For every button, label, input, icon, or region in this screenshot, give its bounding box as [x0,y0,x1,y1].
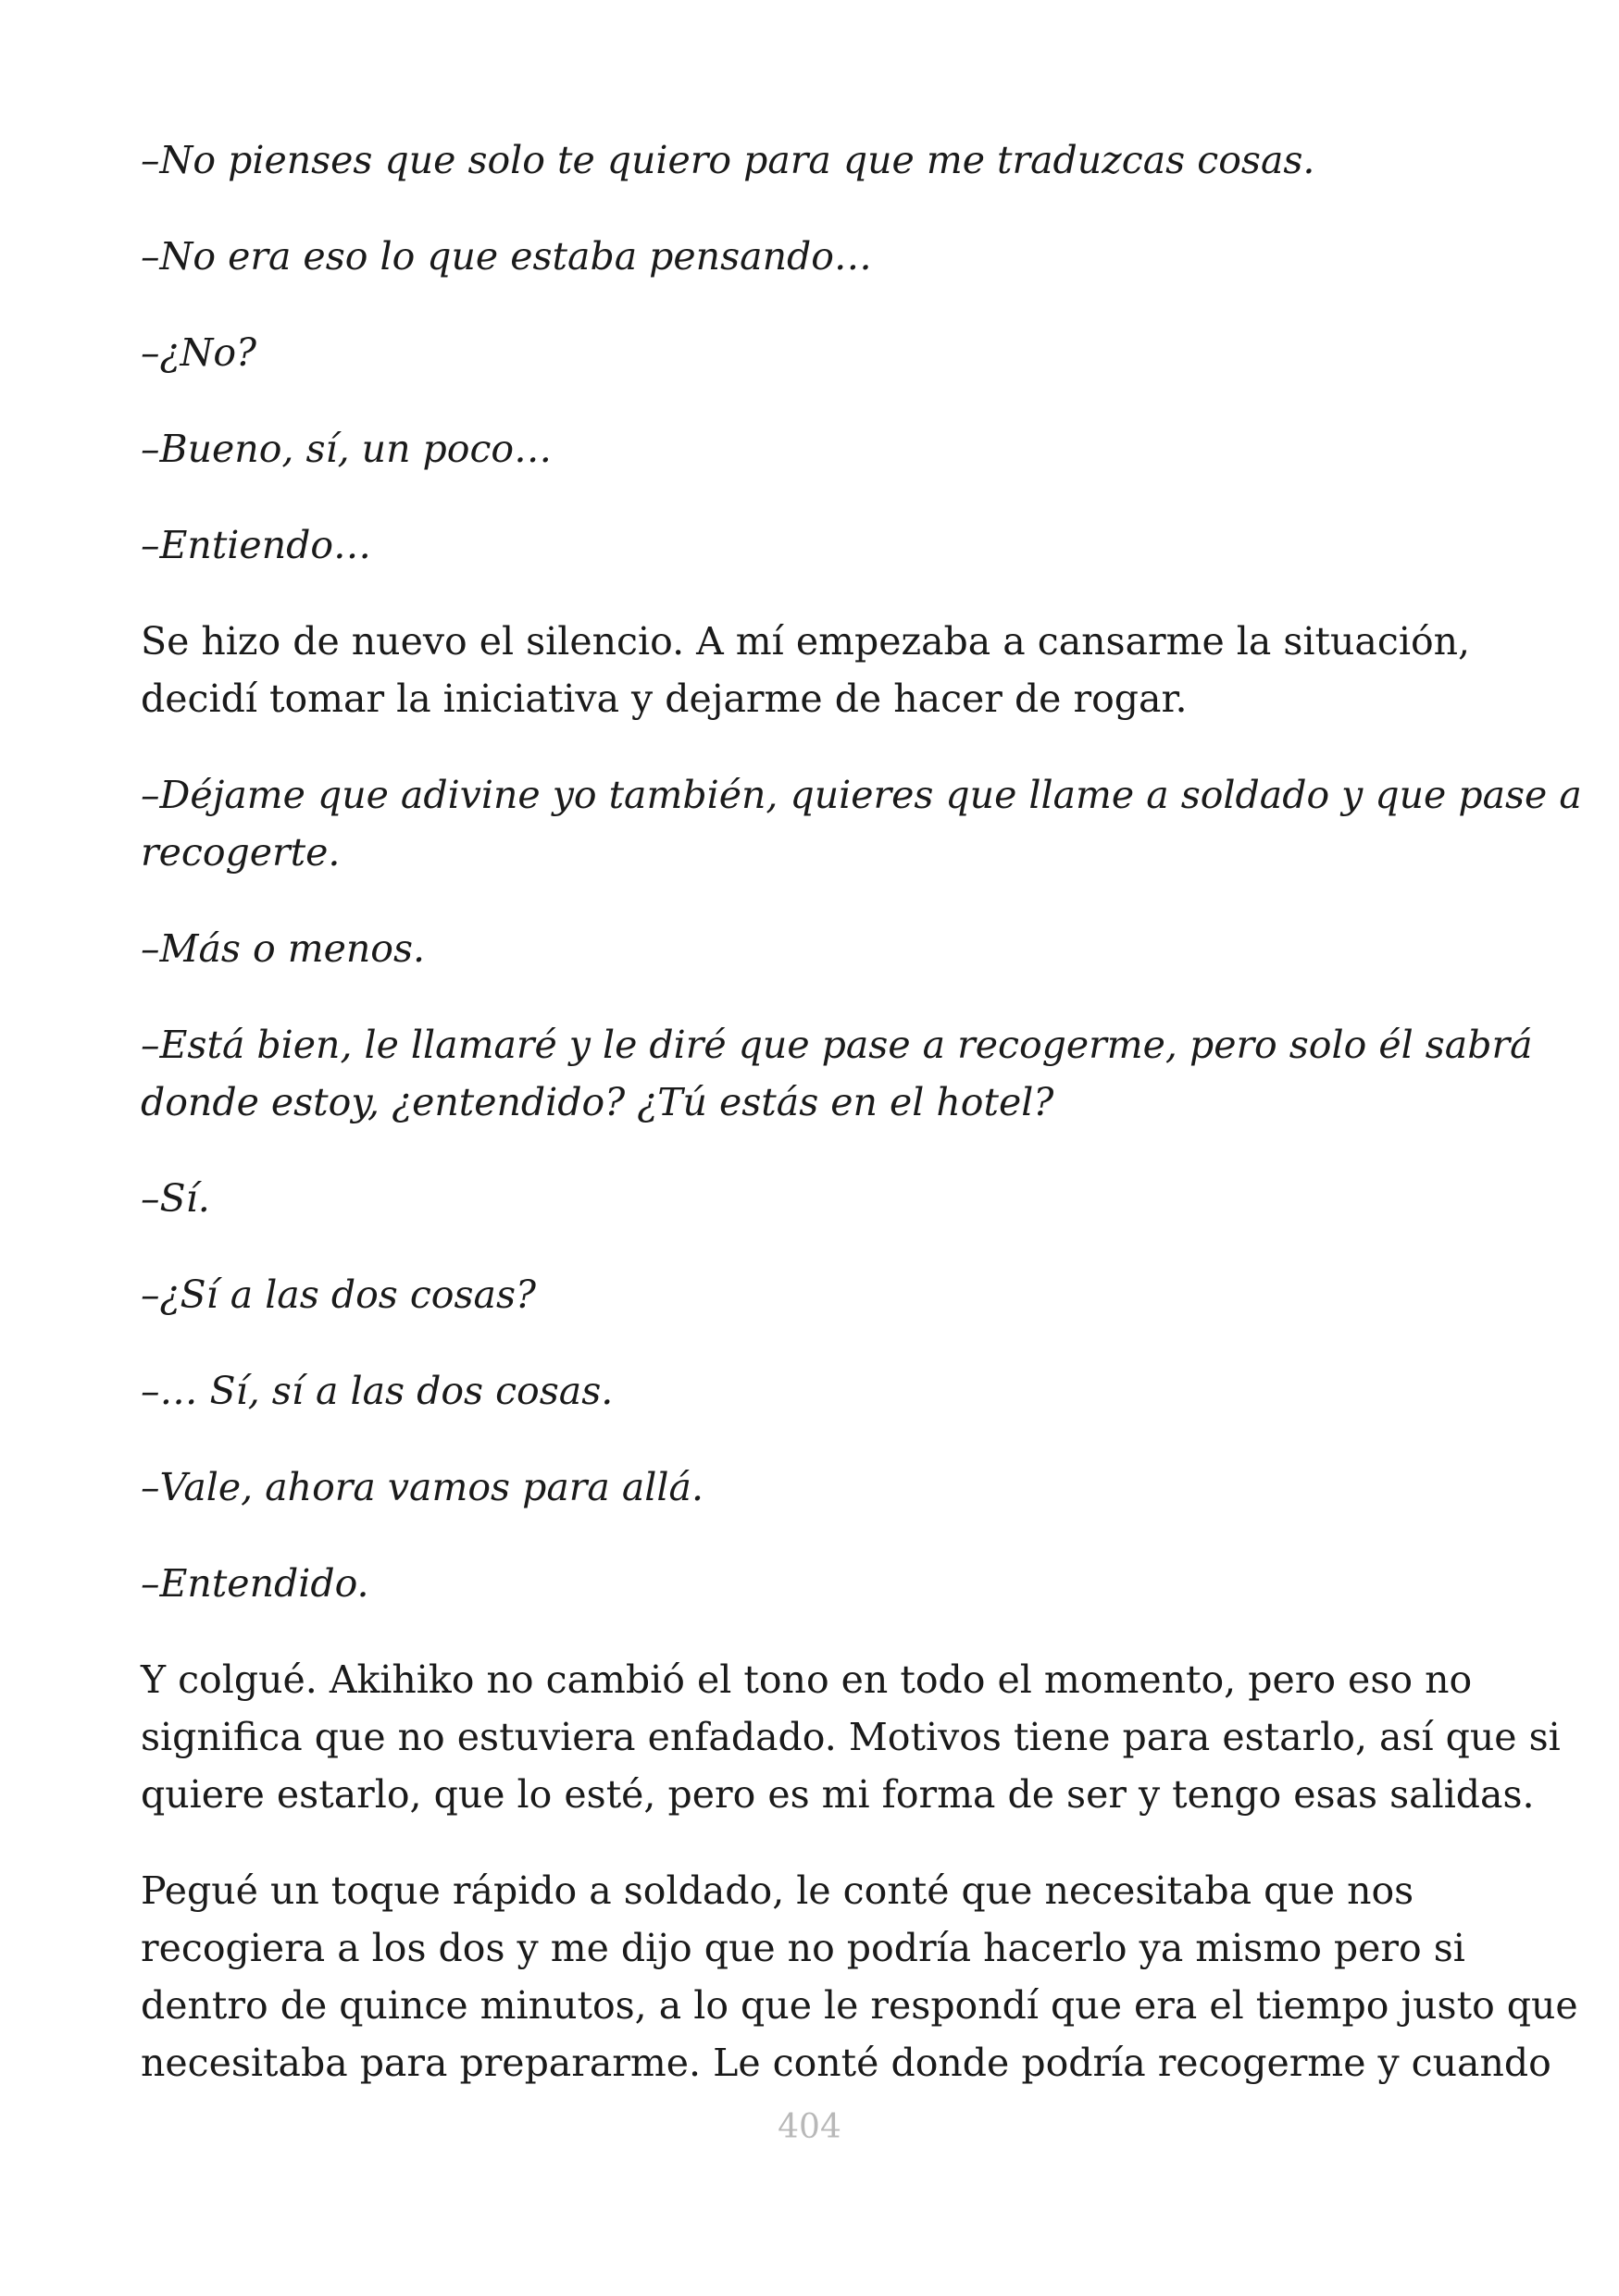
text-line: –Vale, ahora vamos para allá. [141,1465,704,1509]
dialogue-paragraph [141,1362,1492,1420]
text-line: significa que no estuviera enfadado. Motivos tiene para estarlo, así que si [141,1715,1561,1759]
dialogue-paragraph [141,324,1492,381]
dialogue-paragraph [141,1016,1533,1131]
text-line: –No pienses que solo te quiero para que me traduzcas cosas. [141,138,1315,182]
text-line: decidí tomar la iniciativa y dejarme de hacer de rogar. [141,676,1188,721]
narrative-paragraph [141,1862,1578,2091]
text-line: Y colgué. Akihiko no cambió el tono en todo el momento, pero eso no [141,1657,1473,1702]
text-line: –Más o menos. [141,926,426,971]
text-line: quiere estarlo, que lo esté, pero es mi forma de ser y tengo esas salidas. [141,1772,1535,1817]
text-line: –¿Sí a las dos cosas? [141,1272,536,1317]
text-line: –Sí. [141,1176,210,1221]
text-line: dentro de quince minutos, a lo que le respondí que era el tiempo justo que [141,1983,1578,2028]
text-line: recogiera a los dos y me dijo que no podría hacerlo ya mismo pero si [141,1926,1465,1970]
text-line: –No era eso lo que estaba pensando… [141,234,872,279]
dialogue-paragraph [141,131,1492,189]
dialogue-paragraph [141,1266,1492,1323]
dialogue-paragraph [141,1555,1492,1612]
text-line: necesitaba para prepararme. Le conté donde podría recogerme y cuando [141,2041,1551,2085]
dialogue-paragraph [141,516,1492,574]
text-line: recogerte. [141,830,341,875]
text-line: Pegué un toque rápido a soldado, le conté que necesitaba que nos [141,1868,1414,1913]
text-line: –Entiendo… [141,523,372,567]
dialogue-paragraph [141,920,1492,977]
text-line: –… Sí, sí a las dos cosas. [141,1369,614,1413]
text-line: –Entendido. [141,1561,369,1606]
text-line: –Déjame que adivine yo también, quieres que llame a soldado y que pase a [141,773,1582,817]
dialogue-paragraph [141,766,1582,881]
page-number: 404 [778,2108,841,2146]
dialogue-paragraph [141,1170,1492,1227]
text-line: –Está bien, le llamaré y le diré que pase a recogerme, pero solo él sabrá [141,1023,1533,1067]
text-line: donde estoy, ¿entendido? ¿Tú estás en el hotel? [141,1080,1054,1124]
dialogue-paragraph [141,420,1492,478]
body-text [141,131,1582,2130]
narrative-paragraph [141,613,1492,727]
narrative-paragraph [141,1651,1561,1823]
dialogue-paragraph [141,1458,1492,1516]
text-line: –¿No? [141,330,257,375]
text-line: –Bueno, sí, un poco… [141,427,553,471]
text-line: Se hizo de nuevo el silencio. A mí empezaba a cansarme la situación, [141,619,1471,664]
dialogue-paragraph [141,228,1492,285]
